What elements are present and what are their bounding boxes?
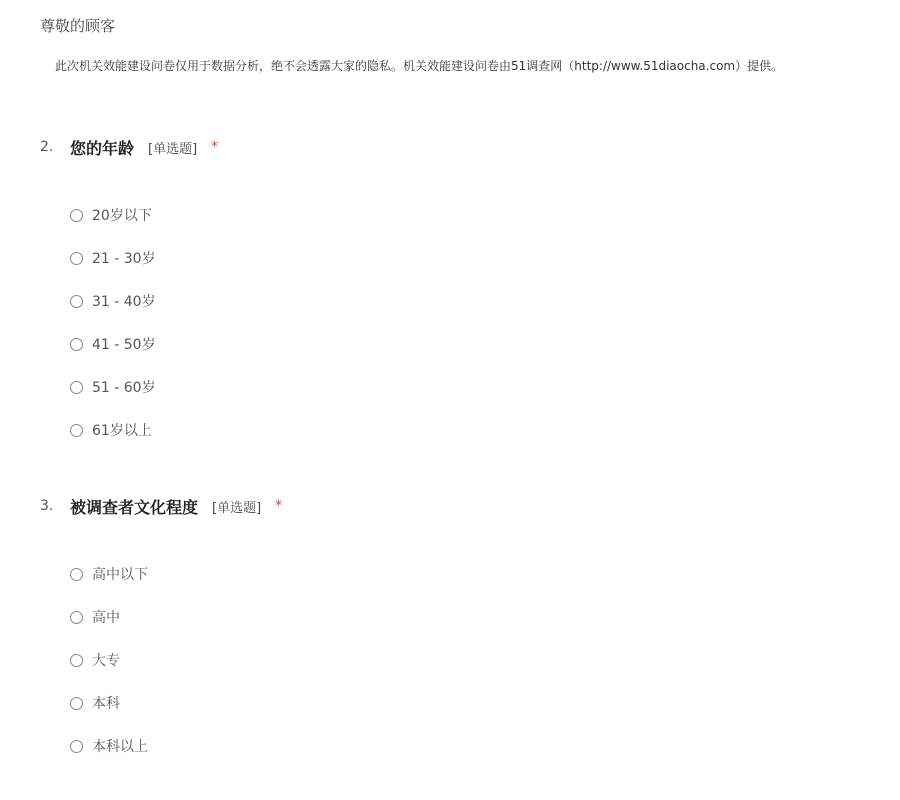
survey-intro: 此次机关效能建设问卷仅用于数据分析，绝不会透露大家的隐私。机关效能建设问卷由51调查网（http://www.51diaocha.com）提供。 — [55, 59, 784, 73]
question-title: 您的年龄 — [70, 138, 135, 158]
radio-option-age-51-60[interactable] — [70, 377, 156, 397]
question-number: 3. — [40, 498, 54, 514]
option-label[interactable]: 大专 — [92, 653, 120, 669]
required-marker: * — [275, 498, 283, 514]
radio-button[interactable] — [70, 338, 83, 351]
survey-greeting: 尊敬的顾客 — [40, 17, 116, 35]
option-label[interactable]: 本科 — [92, 696, 120, 712]
question-number: 2. — [40, 139, 54, 155]
radio-button[interactable] — [70, 740, 83, 753]
option-label[interactable]: 高中 — [92, 610, 120, 626]
question-header — [40, 135, 860, 159]
question-type-label: [单选题] — [148, 141, 198, 157]
radio-option-edu-bachelor[interactable] — [70, 693, 120, 713]
radio-option-age-over-61[interactable] — [70, 420, 152, 440]
radio-button[interactable] — [70, 381, 83, 394]
radio-button[interactable] — [70, 252, 83, 265]
question-title: 被调查者文化程度 — [70, 497, 199, 517]
radio-option-age-21-30[interactable] — [70, 248, 156, 268]
option-label[interactable]: 51 - 60岁 — [92, 380, 156, 396]
radio-button[interactable] — [70, 697, 83, 710]
radio-option-edu-college[interactable] — [70, 650, 120, 670]
option-label[interactable]: 20岁以下 — [92, 208, 152, 224]
option-label[interactable]: 本科以上 — [92, 739, 148, 755]
radio-option-age-41-50[interactable] — [70, 334, 156, 354]
option-label[interactable]: 61岁以上 — [92, 423, 152, 439]
radio-option-age-31-40[interactable] — [70, 291, 156, 311]
option-label[interactable]: 31 - 40岁 — [92, 294, 156, 310]
question-header — [40, 494, 860, 518]
question-type-label: [单选题] — [212, 500, 262, 516]
option-label[interactable]: 高中以下 — [92, 567, 148, 583]
radio-option-edu-above-bachelor[interactable] — [70, 736, 148, 756]
option-label[interactable]: 21 - 30岁 — [92, 251, 156, 267]
radio-button[interactable] — [70, 295, 83, 308]
radio-button[interactable] — [70, 209, 83, 222]
question-education — [40, 494, 860, 755]
radio-option-edu-below-high-school[interactable] — [70, 564, 148, 584]
radio-button[interactable] — [70, 568, 83, 581]
required-marker: * — [211, 139, 219, 155]
radio-option-age-under-20[interactable] — [70, 205, 152, 225]
option-label[interactable]: 41 - 50岁 — [92, 337, 156, 353]
radio-button[interactable] — [70, 611, 83, 624]
question-age — [40, 135, 860, 439]
radio-option-edu-high-school[interactable] — [70, 607, 120, 627]
radio-button[interactable] — [70, 424, 83, 437]
radio-button[interactable] — [70, 654, 83, 667]
